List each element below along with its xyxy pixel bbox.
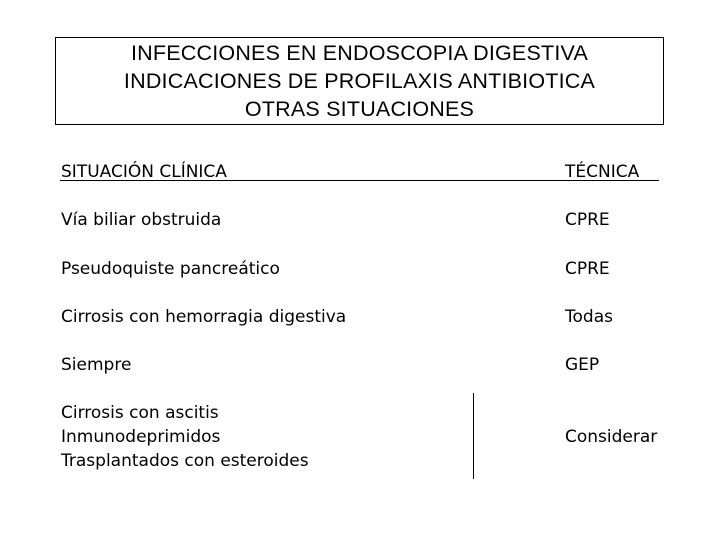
row-4-technique: GEP — [565, 355, 600, 375]
row-1-technique: CPRE — [565, 210, 610, 230]
header-situation: SITUACIÓN CLÍNICA — [61, 162, 227, 182]
title-line-1: INFECCIONES EN ENDOSCOPIA DIGESTIVA — [131, 41, 588, 65]
row-5-situations — [61, 401, 309, 473]
header-technique: TÉCNICA — [565, 162, 640, 182]
bracket-line — [473, 393, 474, 479]
row-5-situation-2: Inmunodeprimidos — [61, 427, 221, 447]
slide-title-box — [55, 37, 664, 125]
row-3-situation: Cirrosis con hemorragia digestiva — [61, 307, 347, 327]
row-5-situation-1: Cirrosis con ascitis — [61, 403, 219, 423]
row-3-technique: Todas — [565, 307, 613, 327]
row-5-technique: Considerar — [565, 427, 658, 447]
title-line-3: OTRAS SITUACIONES — [244, 97, 475, 121]
row-5-situation-3: Trasplantados con esteroides — [61, 451, 309, 471]
header-underline — [60, 180, 659, 181]
row-4-situation: Siempre — [61, 355, 132, 375]
row-2-situation: Pseudoquiste pancreático — [61, 259, 280, 279]
row-2-technique: CPRE — [565, 259, 610, 279]
row-1-situation: Vía biliar obstruida — [61, 210, 222, 230]
title-line-2: INDICACIONES DE PROFILAXIS ANTIBIOTICA — [123, 69, 596, 93]
